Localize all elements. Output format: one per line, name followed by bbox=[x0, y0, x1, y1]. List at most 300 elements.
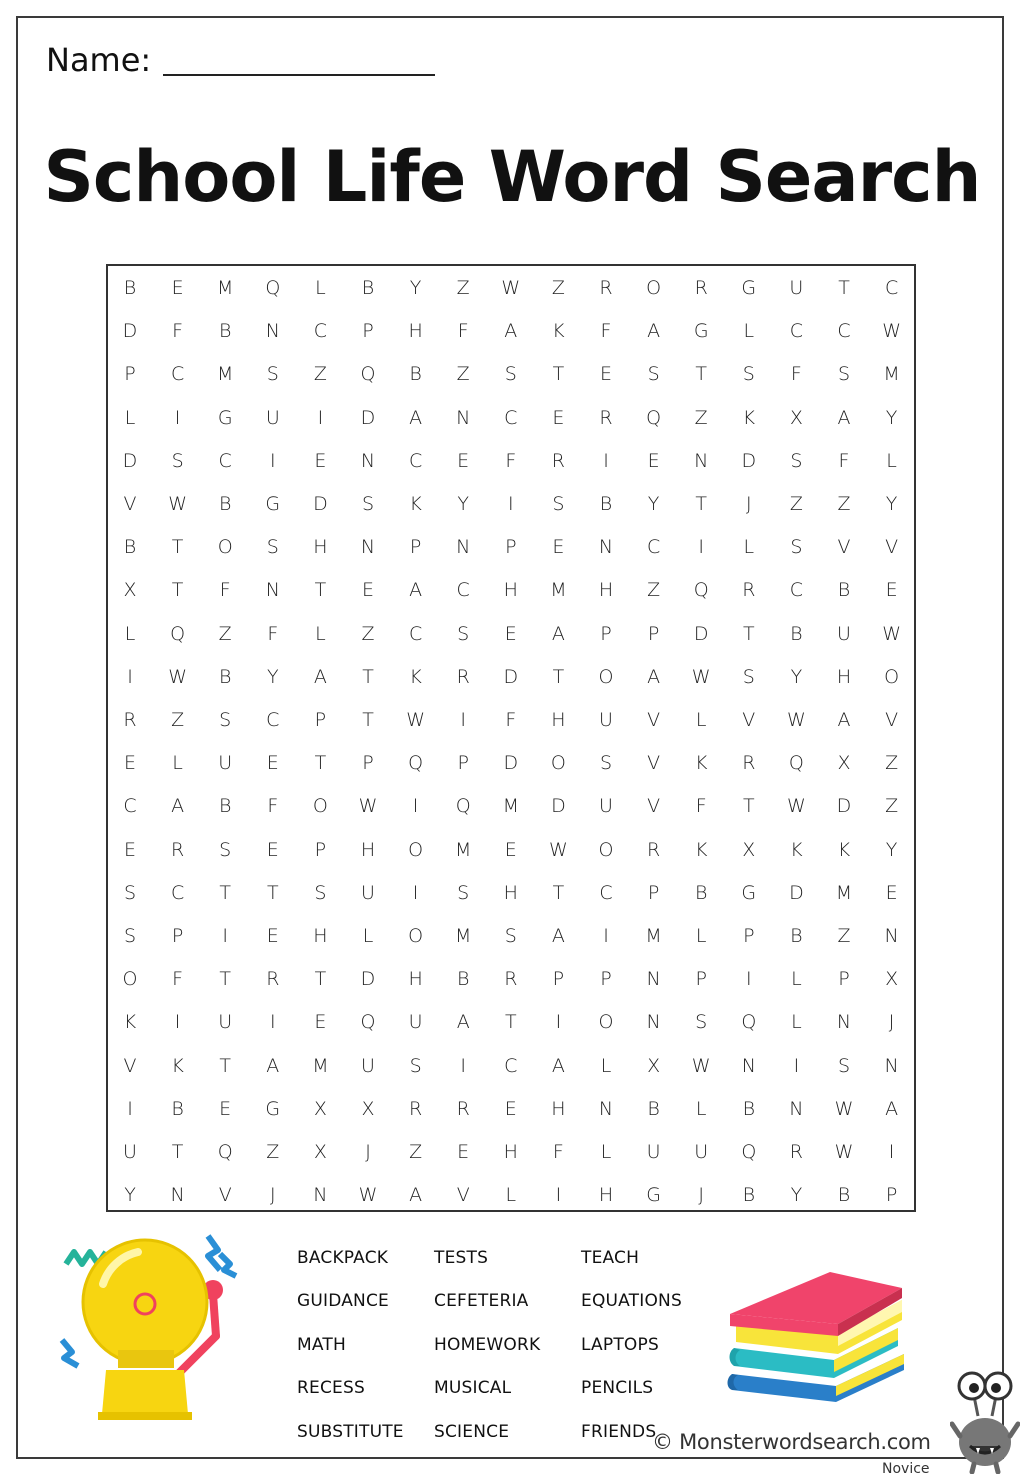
grid-letter[interactable]: K bbox=[742, 406, 756, 429]
grid-letter[interactable]: E bbox=[219, 1097, 232, 1120]
grid-letter[interactable]: P bbox=[600, 968, 612, 991]
grid-letter[interactable]: X bbox=[313, 1097, 327, 1120]
grid-letter[interactable]: E bbox=[266, 838, 279, 861]
grid-letter[interactable]: M bbox=[454, 925, 472, 947]
grid-letter[interactable]: C bbox=[218, 449, 232, 472]
grid-letter[interactable]: S bbox=[361, 493, 375, 515]
grid-letter[interactable]: V bbox=[456, 1184, 470, 1207]
grid-letter[interactable]: U bbox=[599, 709, 613, 731]
grid-letter[interactable]: F bbox=[457, 320, 469, 343]
grid-letter[interactable]: Z bbox=[171, 709, 185, 731]
grid-letter[interactable]: A bbox=[409, 1184, 423, 1207]
grid-letter[interactable]: G bbox=[265, 493, 281, 515]
grid-letter[interactable]: S bbox=[504, 363, 517, 386]
grid-letter[interactable]: N bbox=[598, 1097, 614, 1120]
grid-letter[interactable]: S bbox=[219, 838, 232, 861]
grid-letter[interactable]: L bbox=[124, 622, 136, 645]
grid-letter[interactable]: W bbox=[691, 1054, 711, 1077]
grid-letter[interactable]: S bbox=[552, 493, 565, 515]
grid-letter[interactable]: W bbox=[406, 709, 425, 731]
grid-letter[interactable]: E bbox=[885, 881, 898, 904]
grid-letter[interactable]: Q bbox=[265, 277, 281, 299]
grid-letter[interactable]: W bbox=[501, 277, 521, 299]
grid-letter[interactable]: O bbox=[217, 536, 233, 559]
grid-letter[interactable]: R bbox=[456, 1097, 470, 1120]
grid-letter[interactable]: U bbox=[265, 406, 280, 429]
grid-letter[interactable]: W bbox=[358, 1184, 378, 1207]
grid-letter[interactable]: T bbox=[362, 665, 374, 688]
grid-letter[interactable]: H bbox=[503, 881, 518, 904]
grid-letter[interactable]: I bbox=[412, 795, 419, 818]
grid-letter[interactable]: O bbox=[408, 925, 424, 947]
grid-letter[interactable]: S bbox=[695, 1011, 708, 1034]
grid-letter[interactable]: L bbox=[600, 1054, 612, 1077]
grid-letter[interactable]: K bbox=[409, 665, 422, 688]
grid-letter[interactable]: H bbox=[551, 1097, 566, 1120]
grid-letter[interactable]: B bbox=[837, 1184, 851, 1207]
grid-letter[interactable]: X bbox=[313, 1141, 327, 1163]
grid-letter[interactable]: L bbox=[600, 1141, 612, 1163]
grid-letter[interactable]: A bbox=[647, 320, 661, 343]
grid-letter[interactable]: N bbox=[646, 968, 661, 991]
grid-letter[interactable]: S bbox=[599, 752, 613, 775]
grid-letter[interactable]: I bbox=[603, 925, 609, 947]
word-search-grid[interactable] bbox=[106, 264, 916, 1212]
grid-letter[interactable]: H bbox=[503, 579, 518, 602]
grid-letter[interactable]: D bbox=[836, 795, 852, 818]
grid-letter[interactable]: E bbox=[504, 622, 517, 645]
grid-letter[interactable]: L bbox=[315, 277, 326, 299]
grid-letter[interactable]: C bbox=[789, 579, 804, 602]
grid-letter[interactable]: T bbox=[171, 1141, 184, 1163]
grid-letter[interactable]: V bbox=[885, 536, 899, 559]
grid-letter[interactable]: V bbox=[647, 709, 661, 731]
grid-letter[interactable]: N bbox=[884, 1054, 899, 1077]
grid-letter[interactable]: N bbox=[598, 536, 614, 559]
grid-letter[interactable]: A bbox=[409, 579, 423, 602]
grid-letter[interactable]: I bbox=[555, 1184, 562, 1207]
grid-letter[interactable]: R bbox=[266, 968, 280, 991]
grid-letter[interactable]: L bbox=[505, 1184, 517, 1207]
grid-letter[interactable]: H bbox=[598, 579, 614, 602]
grid-letter[interactable]: P bbox=[314, 838, 327, 861]
grid-letter[interactable]: Q bbox=[170, 622, 186, 645]
grid-letter[interactable]: B bbox=[742, 1097, 756, 1120]
grid-letter[interactable]: N bbox=[646, 1011, 661, 1034]
grid-letter[interactable]: S bbox=[123, 881, 137, 904]
grid-letter[interactable]: N bbox=[884, 925, 899, 947]
grid-letter[interactable]: K bbox=[552, 320, 565, 343]
grid-letter[interactable]: O bbox=[598, 838, 614, 861]
grid-letter[interactable]: F bbox=[505, 709, 517, 731]
grid-letter[interactable]: C bbox=[837, 320, 851, 343]
grid-letter[interactable]: C bbox=[408, 449, 423, 472]
grid-letter[interactable]: U bbox=[218, 1011, 233, 1034]
grid-letter[interactable]: F bbox=[172, 968, 184, 991]
grid-letter[interactable]: P bbox=[171, 925, 184, 947]
grid-letter[interactable]: I bbox=[555, 1011, 562, 1034]
grid-letter[interactable]: I bbox=[269, 449, 276, 472]
grid-letter[interactable]: V bbox=[123, 493, 137, 515]
grid-letter[interactable]: K bbox=[790, 838, 803, 861]
grid-letter[interactable]: T bbox=[171, 536, 184, 559]
grid-letter[interactable]: D bbox=[551, 795, 566, 818]
grid-letter[interactable]: D bbox=[503, 665, 519, 688]
grid-letter[interactable]: X bbox=[123, 579, 137, 602]
grid-letter[interactable]: Q bbox=[408, 752, 424, 775]
grid-letter[interactable]: G bbox=[693, 320, 709, 343]
grid-letter[interactable]: E bbox=[314, 1011, 327, 1034]
grid-letter[interactable]: D bbox=[503, 752, 519, 775]
grid-letter[interactable]: V bbox=[742, 709, 756, 731]
grid-letter[interactable]: Y bbox=[790, 1184, 803, 1207]
grid-letter[interactable]: I bbox=[127, 1097, 133, 1120]
grid-letter[interactable]: R bbox=[742, 752, 756, 775]
grid-letter[interactable]: D bbox=[360, 406, 376, 429]
grid-letter[interactable]: B bbox=[123, 277, 137, 299]
grid-letter[interactable]: S bbox=[837, 363, 851, 386]
grid-letter[interactable]: T bbox=[219, 968, 231, 991]
grid-letter[interactable]: X bbox=[742, 838, 756, 861]
grid-letter[interactable]: B bbox=[647, 1097, 660, 1120]
grid-letter[interactable]: O bbox=[122, 968, 138, 991]
grid-letter[interactable]: S bbox=[790, 536, 803, 559]
grid-letter[interactable]: W bbox=[548, 838, 568, 861]
grid-letter[interactable]: B bbox=[218, 795, 232, 818]
grid-letter[interactable]: Q bbox=[693, 579, 709, 602]
grid-letter[interactable]: J bbox=[365, 1141, 371, 1163]
grid-letter[interactable]: V bbox=[647, 752, 661, 775]
grid-letter[interactable]: G bbox=[217, 406, 233, 429]
grid-letter[interactable]: E bbox=[504, 838, 517, 861]
grid-letter[interactable]: A bbox=[837, 406, 851, 429]
grid-letter[interactable]: R bbox=[123, 709, 137, 731]
grid-letter[interactable]: H bbox=[551, 709, 566, 731]
grid-letter[interactable]: C bbox=[123, 795, 137, 818]
grid-letter[interactable]: E bbox=[552, 536, 565, 559]
grid-letter[interactable]: I bbox=[793, 1054, 800, 1077]
grid-letter[interactable]: J bbox=[888, 1011, 895, 1034]
grid-letter[interactable]: Y bbox=[647, 493, 660, 515]
grid-letter[interactable]: P bbox=[505, 536, 517, 559]
grid-letter[interactable]: S bbox=[742, 363, 755, 386]
grid-letter[interactable]: F bbox=[790, 363, 802, 386]
grid-letter[interactable]: K bbox=[409, 493, 422, 515]
grid-letter[interactable]: Q bbox=[646, 406, 662, 429]
grid-letter[interactable]: M bbox=[312, 1054, 329, 1077]
grid-letter[interactable]: C bbox=[408, 622, 423, 645]
grid-letter[interactable]: L bbox=[124, 406, 136, 429]
grid-letter[interactable]: U bbox=[361, 881, 375, 904]
grid-letter[interactable]: L bbox=[886, 449, 897, 472]
grid-letter[interactable]: S bbox=[219, 709, 232, 731]
grid-letter[interactable]: P bbox=[362, 320, 374, 343]
grid-letter[interactable]: U bbox=[123, 1141, 137, 1163]
grid-letter[interactable]: P bbox=[552, 968, 565, 991]
grid-letter[interactable]: L bbox=[315, 622, 326, 645]
grid-letter[interactable]: G bbox=[265, 1097, 281, 1120]
grid-letter[interactable]: W bbox=[882, 320, 901, 343]
grid-letter[interactable]: C bbox=[266, 709, 280, 731]
grid-letter[interactable]: F bbox=[552, 1141, 564, 1163]
grid-letter[interactable]: M bbox=[216, 277, 234, 299]
grid-letter[interactable]: T bbox=[838, 277, 850, 299]
grid-letter[interactable]: A bbox=[409, 406, 423, 429]
grid-letter[interactable]: C bbox=[884, 277, 899, 299]
grid-letter[interactable]: P bbox=[600, 622, 612, 645]
grid-letter[interactable]: W bbox=[168, 493, 187, 515]
grid-letter[interactable]: L bbox=[362, 925, 374, 947]
grid-letter[interactable]: Z bbox=[313, 363, 327, 386]
grid-letter[interactable]: R bbox=[170, 838, 185, 861]
grid-letter[interactable]: Q bbox=[455, 795, 471, 818]
grid-letter[interactable]: Z bbox=[456, 363, 470, 386]
grid-letter[interactable]: N bbox=[694, 449, 709, 472]
grid-letter[interactable]: N bbox=[170, 1184, 185, 1207]
grid-letter[interactable]: N bbox=[456, 536, 471, 559]
grid-letter[interactable]: U bbox=[218, 752, 233, 775]
grid-letter[interactable]: Z bbox=[409, 1141, 423, 1163]
grid-letter[interactable]: M bbox=[216, 363, 234, 386]
grid-letter[interactable]: U bbox=[408, 1011, 423, 1034]
grid-letter[interactable]: Z bbox=[837, 493, 851, 515]
grid-letter[interactable]: E bbox=[599, 363, 612, 386]
grid-letter[interactable]: A bbox=[266, 1054, 280, 1077]
grid-letter[interactable]: S bbox=[314, 881, 327, 904]
grid-letter[interactable]: K bbox=[694, 752, 708, 775]
grid-letter[interactable]: O bbox=[646, 277, 662, 299]
grid-letter[interactable]: A bbox=[504, 320, 518, 343]
grid-letter[interactable]: D bbox=[122, 449, 138, 472]
grid-letter[interactable]: R bbox=[599, 277, 613, 299]
grid-letter[interactable]: M bbox=[502, 795, 519, 818]
grid-letter[interactable]: L bbox=[791, 1011, 802, 1034]
grid-letter[interactable]: C bbox=[599, 881, 613, 904]
grid-letter[interactable]: T bbox=[171, 579, 184, 602]
grid-letter[interactable]: O bbox=[598, 665, 614, 688]
grid-letter[interactable]: T bbox=[504, 1011, 517, 1034]
grid-letter[interactable]: P bbox=[647, 622, 660, 645]
grid-letter[interactable]: V bbox=[885, 709, 899, 731]
grid-letter[interactable]: S bbox=[171, 449, 184, 472]
grid-letter[interactable]: W bbox=[168, 665, 187, 688]
grid-letter[interactable]: N bbox=[313, 1184, 328, 1207]
grid-letter[interactable]: G bbox=[741, 881, 757, 904]
grid-letter[interactable]: R bbox=[789, 1141, 803, 1163]
grid-letter[interactable]: O bbox=[884, 665, 900, 688]
grid-letter[interactable]: Y bbox=[885, 406, 898, 429]
grid-letter[interactable]: Y bbox=[885, 838, 898, 861]
grid-letter[interactable]: C bbox=[170, 881, 185, 904]
grid-letter[interactable]: T bbox=[219, 1054, 231, 1077]
grid-letter[interactable]: E bbox=[171, 277, 184, 299]
grid-letter[interactable]: P bbox=[743, 925, 755, 947]
grid-letter[interactable]: A bbox=[551, 925, 565, 947]
grid-letter[interactable]: S bbox=[266, 536, 279, 559]
grid-letter[interactable]: L bbox=[695, 1097, 707, 1120]
grid-letter[interactable]: F bbox=[267, 622, 279, 645]
grid-letter[interactable]: G bbox=[646, 1184, 661, 1207]
grid-letter[interactable]: Y bbox=[124, 1184, 136, 1207]
grid-letter[interactable]: R bbox=[599, 406, 613, 429]
grid-letter[interactable]: X bbox=[885, 968, 899, 991]
grid-letter[interactable]: L bbox=[695, 709, 707, 731]
grid-letter[interactable]: E bbox=[266, 752, 279, 775]
grid-letter[interactable]: Z bbox=[885, 795, 899, 818]
grid-letter[interactable]: Z bbox=[789, 493, 803, 515]
grid-letter[interactable]: S bbox=[409, 1054, 422, 1077]
grid-letter[interactable]: R bbox=[408, 1097, 423, 1120]
grid-letter[interactable]: S bbox=[790, 449, 803, 472]
grid-letter[interactable]: P bbox=[124, 363, 136, 386]
grid-letter[interactable]: T bbox=[314, 752, 327, 775]
grid-letter[interactable]: R bbox=[742, 579, 756, 602]
grid-letter[interactable]: M bbox=[454, 838, 472, 861]
grid-letter[interactable]: H bbox=[360, 838, 376, 861]
grid-letter[interactable]: I bbox=[460, 1054, 466, 1077]
grid-letter[interactable]: B bbox=[742, 1184, 756, 1207]
grid-letter[interactable]: W bbox=[834, 1141, 854, 1163]
grid-letter[interactable]: I bbox=[745, 968, 752, 991]
grid-letter[interactable]: P bbox=[838, 968, 850, 991]
grid-letter[interactable]: Q bbox=[360, 1011, 376, 1034]
grid-letter[interactable]: A bbox=[313, 665, 327, 688]
grid-letter[interactable]: R bbox=[504, 968, 518, 991]
grid-letter[interactable]: E bbox=[504, 1097, 517, 1120]
grid-letter[interactable]: B bbox=[361, 277, 375, 299]
grid-letter[interactable]: E bbox=[457, 1141, 470, 1163]
grid-letter[interactable]: W bbox=[691, 665, 711, 688]
grid-letter[interactable]: T bbox=[695, 363, 707, 386]
grid-letter[interactable]: X bbox=[647, 1054, 661, 1077]
grid-letter[interactable]: Z bbox=[647, 579, 661, 602]
grid-letter[interactable]: C bbox=[456, 579, 470, 602]
grid-letter[interactable]: T bbox=[314, 579, 327, 602]
grid-letter[interactable]: K bbox=[123, 1011, 137, 1034]
grid-letter[interactable]: F bbox=[219, 579, 231, 602]
grid-letter[interactable]: C bbox=[789, 320, 804, 343]
grid-letter[interactable]: H bbox=[836, 665, 852, 688]
grid-letter[interactable]: T bbox=[314, 968, 327, 991]
grid-letter[interactable]: H bbox=[408, 968, 423, 991]
grid-letter[interactable]: C bbox=[170, 363, 185, 386]
grid-letter[interactable]: P bbox=[362, 752, 374, 775]
grid-letter[interactable]: Z bbox=[837, 925, 851, 947]
grid-letter[interactable]: U bbox=[694, 1141, 709, 1163]
grid-letter[interactable]: Q bbox=[217, 1141, 233, 1163]
grid-letter[interactable]: Z bbox=[694, 406, 708, 429]
grid-letter[interactable]: X bbox=[361, 1097, 375, 1120]
grid-letter[interactable]: B bbox=[599, 493, 613, 515]
grid-letter[interactable]: B bbox=[409, 363, 422, 386]
grid-letter[interactable]: P bbox=[457, 752, 469, 775]
grid-letter[interactable]: E bbox=[314, 449, 327, 472]
grid-letter[interactable]: A bbox=[551, 1054, 565, 1077]
name-blank-line[interactable] bbox=[163, 74, 435, 76]
grid-letter[interactable]: Q bbox=[741, 1011, 757, 1034]
grid-letter[interactable]: B bbox=[218, 493, 232, 515]
grid-letter[interactable]: G bbox=[741, 277, 757, 299]
grid-letter[interactable]: T bbox=[695, 493, 707, 515]
grid-letter[interactable]: N bbox=[360, 449, 376, 472]
grid-letter[interactable]: P bbox=[314, 709, 327, 731]
grid-letter[interactable]: L bbox=[791, 968, 802, 991]
grid-letter[interactable]: I bbox=[507, 493, 514, 515]
grid-letter[interactable]: Q bbox=[360, 363, 376, 386]
grid-letter[interactable]: E bbox=[123, 752, 136, 775]
grid-letter[interactable]: W bbox=[786, 795, 806, 818]
grid-letter[interactable]: I bbox=[222, 925, 228, 947]
grid-letter[interactable]: Q bbox=[788, 752, 804, 775]
grid-letter[interactable]: B bbox=[837, 579, 851, 602]
grid-letter[interactable]: I bbox=[317, 406, 324, 429]
grid-letter[interactable]: T bbox=[742, 795, 755, 818]
grid-letter[interactable]: O bbox=[550, 752, 566, 775]
grid-letter[interactable]: B bbox=[218, 320, 232, 343]
grid-letter[interactable]: N bbox=[456, 406, 471, 429]
grid-letter[interactable]: D bbox=[789, 881, 804, 904]
grid-letter[interactable]: Z bbox=[551, 277, 565, 299]
grid-letter[interactable]: J bbox=[745, 493, 752, 515]
grid-letter[interactable]: D bbox=[741, 449, 757, 472]
grid-letter[interactable]: Y bbox=[409, 277, 422, 299]
grid-letter[interactable]: D bbox=[313, 493, 328, 515]
grid-letter[interactable]: M bbox=[883, 363, 900, 386]
grid-letter[interactable]: N bbox=[741, 1054, 756, 1077]
grid-letter[interactable]: P bbox=[647, 881, 660, 904]
grid-letter[interactable]: O bbox=[312, 795, 328, 818]
grid-letter[interactable]: M bbox=[645, 925, 662, 947]
grid-letter[interactable]: E bbox=[123, 838, 136, 861]
grid-letter[interactable]: Z bbox=[266, 1141, 280, 1163]
grid-letter[interactable]: S bbox=[123, 925, 137, 947]
grid-letter[interactable]: P bbox=[409, 536, 422, 559]
grid-letter[interactable]: S bbox=[837, 1054, 851, 1077]
grid-letter[interactable]: P bbox=[695, 968, 707, 991]
grid-letter[interactable]: E bbox=[457, 449, 470, 472]
grid-letter[interactable]: I bbox=[269, 1011, 276, 1034]
grid-letter[interactable]: I bbox=[174, 406, 181, 429]
grid-letter[interactable]: U bbox=[646, 1141, 661, 1163]
grid-letter[interactable]: C bbox=[313, 320, 328, 343]
grid-letter[interactable]: W bbox=[834, 1097, 854, 1120]
grid-letter[interactable]: R bbox=[456, 665, 470, 688]
grid-letter[interactable]: A bbox=[837, 709, 851, 731]
grid-letter[interactable]: W bbox=[358, 795, 378, 818]
grid-letter[interactable]: S bbox=[457, 881, 470, 904]
grid-letter[interactable]: E bbox=[361, 579, 374, 602]
grid-letter[interactable]: C bbox=[504, 1054, 518, 1077]
grid-letter[interactable]: R bbox=[551, 449, 565, 472]
grid-letter[interactable]: V bbox=[837, 536, 851, 559]
grid-letter[interactable]: R bbox=[646, 838, 661, 861]
grid-letter[interactable]: D bbox=[122, 320, 138, 343]
grid-letter[interactable]: P bbox=[885, 1184, 898, 1207]
grid-letter[interactable]: F bbox=[600, 320, 612, 343]
grid-letter[interactable]: T bbox=[552, 363, 565, 386]
grid-letter[interactable]: F bbox=[267, 795, 279, 818]
grid-letter[interactable]: U bbox=[837, 622, 851, 645]
grid-letter[interactable]: U bbox=[789, 277, 804, 299]
grid-letter[interactable]: H bbox=[313, 536, 328, 559]
grid-letter[interactable]: I bbox=[888, 1141, 895, 1163]
grid-letter[interactable]: J bbox=[698, 1184, 704, 1207]
grid-letter[interactable]: M bbox=[835, 881, 853, 904]
grid-letter[interactable]: N bbox=[360, 536, 376, 559]
grid-letter[interactable]: E bbox=[885, 579, 898, 602]
grid-letter[interactable]: K bbox=[837, 838, 851, 861]
grid-letter[interactable]: B bbox=[218, 665, 232, 688]
